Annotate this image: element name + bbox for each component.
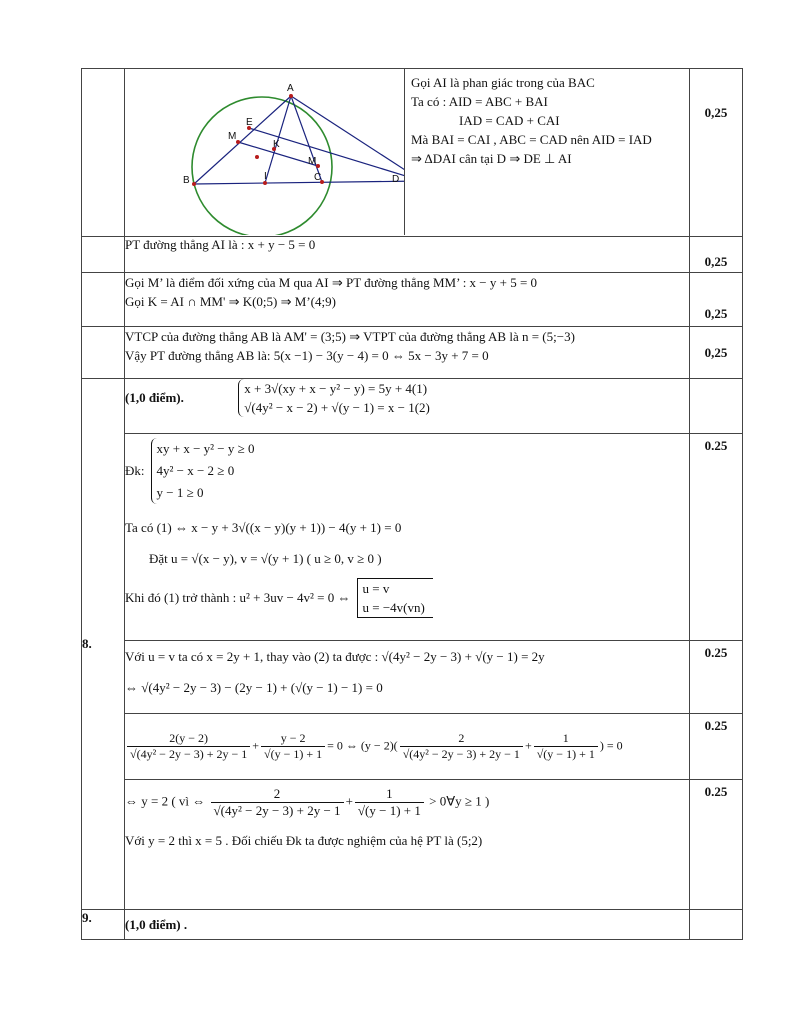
label-M: M [228, 131, 237, 142]
figure-explanation: Gọi AI là phan giác trong của BAC Ta có : AID = ABC + BAI IAD = CAD + CAI Mà BAI = CAI , ABC = CAD nên AID = IAD ⇒ ΔDAI cân tại D ⇒ DE ⊥ AI [411, 75, 652, 166]
table-row [82, 379, 743, 434]
line-transform: ⇔ √(4y² − 2y − 3) − (2y − 1) + (√(y − 1) − 1) = 0 [125, 680, 383, 695]
fraction-equation: $\frac{2(y - 2)}{\text{√(4y² − 2y − 3) + 2y − 1}}$ + $\frac{y - 2}{√(y - 1) + 1}$ = 0 ⇔ (y − 2)( $\frac{2}{\text{√(4y² − 2y − 3) + 2y − 1}}$ + $\frac{1}{√(y - 1) + 1}$ ) = 0 [125, 714, 690, 780]
score: 0,25 [690, 327, 743, 379]
label-E: E [246, 117, 253, 128]
line-khido: Khi đó (1) trở thành : u² + 3uv − 4v² = 0 ⇔ u = v u = −4v(vn) [125, 578, 689, 618]
score: 0,25 [690, 69, 743, 237]
question-number: 9. [82, 910, 125, 940]
line-mm-equation: Gọi M’ là điểm đối xứng của M qua AI ⇒ PT đường thẳng MM’ : x − y + 5 = 0 [125, 275, 538, 290]
table-row [82, 641, 743, 714]
table-row [82, 714, 743, 780]
line-taco: Ta có (1) ⇔ x − y + 3√((x − y)(y + 1)) − 4(y + 1) = 0 [125, 520, 402, 535]
label-K: K [273, 139, 280, 150]
answer-table [81, 68, 743, 940]
score: 0.25 [690, 641, 743, 714]
line-ab-equation: Vậy PT đường thẳng AB là: 5(x −1) − 3(y − 4) = 0 ⇔ 5x − 3y + 7 = 0 [125, 348, 489, 363]
geometry-figure [125, 69, 405, 235]
conditions: Đk: xy + x − y² − y ≥ 0 4y² − x − 2 ≥ 0 y − 1 ≥ 0 [125, 438, 689, 504]
table-row [82, 327, 743, 379]
label-B: B [183, 175, 190, 186]
line-vtcp: VTCP của đường thẳng AB là AM' = (3;5) ⇒ VTPT của đường thẳng AB là n = (5;−3) [125, 329, 575, 344]
table-row [82, 273, 743, 327]
label-D: D [392, 174, 400, 185]
label-A: A [287, 83, 294, 94]
line-voi-uv: Với u = v ta có x = 2y + 1, thay vào (2) ta được : √(4y² − 2y − 3) + √(y − 1) = 2y [125, 649, 545, 664]
line-final-solution: Với y = 2 thì x = 5 . Đối chiếu Đk ta được nghiệm của hệ PT là (5;2) [125, 833, 483, 848]
table-row [82, 69, 743, 237]
score: 0.25 [690, 780, 743, 910]
question-number: 8. [82, 379, 125, 910]
table-row [82, 237, 743, 273]
line-dat: Đặt u = √(x − y), v = √(y + 1) ( u ≥ 0, v ≥ 0 ) [149, 551, 382, 566]
question-points: (1,0 điểm). [125, 390, 184, 405]
score: 0.25 [690, 714, 743, 780]
table-row [82, 434, 743, 641]
line-y-equals-2: ⇔ y = 2 ( vì ⇔ $\frac{2}{\text{√(4y² − 2y − 3) + 2y − 1}}$ + $\frac{1}{√(y - 1) + 1}$ > 0∀y ≥ 1 ) [125, 786, 490, 818]
question-points: (1,0 điểm) . [125, 910, 690, 940]
label-M-prime: M [308, 156, 317, 167]
equation-system: x + 3√(xy + x − y² − y) = 5y + 4(1) √(4y² − x − 2) + √(y − 1) = x − 1(2) [238, 379, 430, 417]
line-ai-equation: PT đường thẳng AI là : x + y − 5 = 0 [125, 237, 690, 273]
table-row [82, 910, 743, 940]
table-row [82, 780, 743, 910]
label-C: C [314, 172, 322, 183]
score: 0,25 [690, 273, 743, 327]
score: 0,25 [690, 237, 743, 273]
triangle-circle-diagram [125, 69, 404, 235]
score: 0.25 [690, 434, 743, 641]
label-I: I [264, 171, 267, 182]
line-k-point: Gọi K = AI ∩ MM' ⇒ K(0;5) ⇒ M’(4;9) [125, 294, 336, 309]
